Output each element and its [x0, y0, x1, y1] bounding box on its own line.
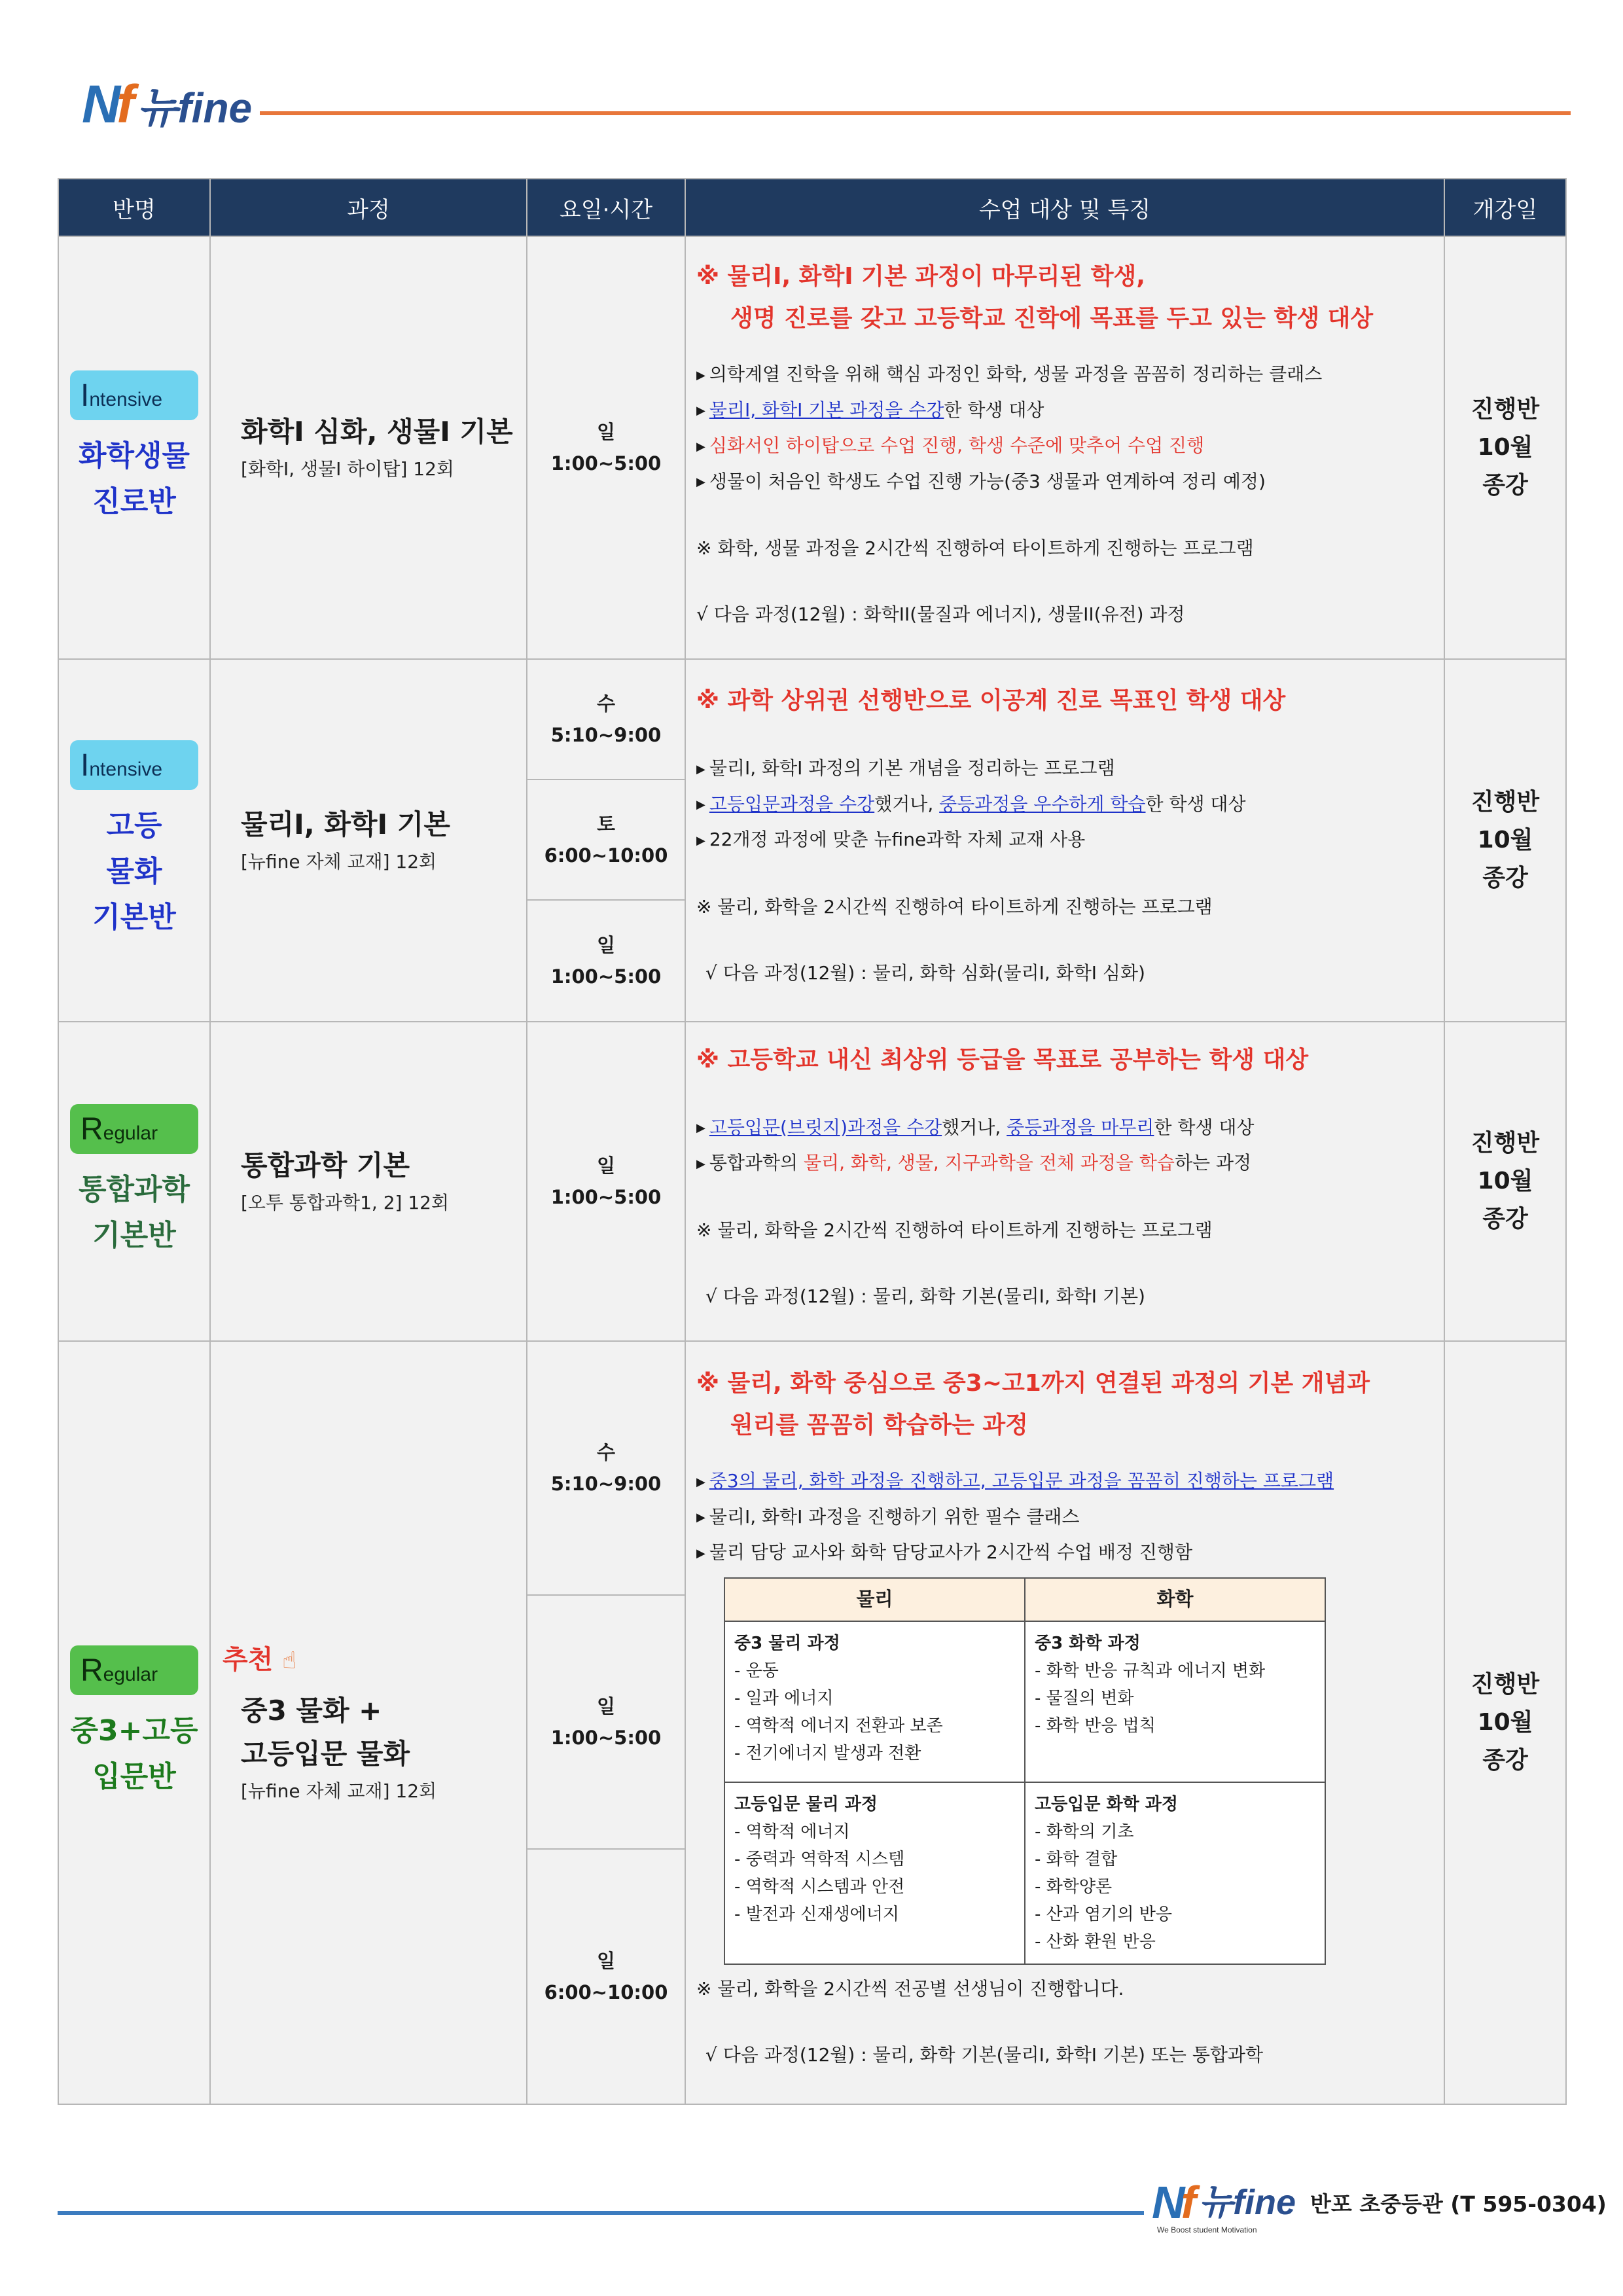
time-label: 1:00~5:00 [550, 965, 662, 988]
highlight-text: ※ 물리I, 화학I 기본 과정이 마무리된 학생, [696, 263, 1145, 290]
day-label: 일 [596, 934, 615, 956]
thumbs-up-icon: ☝ [282, 1647, 297, 1674]
description-cell [685, 1341, 1444, 2104]
class-name-cell [58, 1341, 210, 2104]
bullet-triangle-icon: ▶ [696, 368, 705, 382]
class-name: 물화 [106, 855, 162, 888]
course-cell [210, 1341, 527, 2104]
time-cell [527, 659, 685, 780]
course-cell [210, 236, 527, 659]
feature-item: ▶ 물리I, 화학I 과정의 기본 개념을 정리하는 프로그램 [696, 757, 1115, 780]
description-cell [685, 659, 1444, 1022]
highlight-text: ※ 과학 상위권 선행반으로 이공계 진로 목표인 학생 대상 [696, 687, 1286, 715]
class-name-cell [58, 659, 210, 1022]
program-note: ※ 화학, 생물 과정을 2시간씩 진행하여 타이트하게 진행하는 프로그램 [696, 537, 1254, 559]
class-name: 중3+고등 [70, 1714, 198, 1748]
course-textbook: [오투 통합과학1, 2] 12회 [241, 1192, 450, 1213]
feature-item: ▶ 통합과학의 물리, 화학, 생물, 지구과학을 전체 과정을 학습하는 과정 [696, 1152, 1252, 1174]
next-course: √ 다음 과정(12월) : 물리, 화학 기본(물리I, 화학I 기본) 또는 통합과학 [705, 2043, 1264, 2066]
feature-item: ▶ 고등입문과정을 수강했거나, 중등과정을 우수하게 학습한 학생 대상 [696, 793, 1246, 815]
regular-badge: Regular [70, 1104, 198, 1154]
table-row [58, 1022, 1566, 1341]
highlight-text: ※ 물리, 화학 중심으로 중3~고1까지 연결된 과정의 기본 개념과 [696, 1370, 1370, 1397]
class-name-cell [58, 236, 210, 659]
footer-divider [58, 2211, 1144, 2215]
course-title: 물리I, 화학I 기본 [241, 808, 450, 840]
table-row [58, 236, 1566, 659]
start-date-cell: 진행반 10월 종강 [1444, 659, 1566, 1022]
curriculum-subtable [724, 1577, 1326, 1965]
course-title: 고등입문 물화 [241, 1737, 410, 1770]
bullet-triangle-icon: ▶ [696, 833, 705, 848]
next-course: √ 다음 과정(12월) : 화학II(물질과 에너지), 생물II(유전) 과정 [696, 603, 1185, 625]
time-label: 5:10~9:00 [550, 724, 662, 746]
time-cell [527, 1022, 685, 1341]
feature-item: ▶ 심화서인 하이탑으로 수업 진행, 학생 수준에 맞추어 수업 진행 [696, 435, 1205, 456]
bullet-triangle-icon: ▶ [696, 475, 705, 489]
footer-address: 반포 초중등관 (T 595-0304) [1310, 2191, 1607, 2217]
start-date-cell: 진행반 10월 종강 [1444, 1022, 1566, 1341]
header-divider [260, 111, 1571, 115]
day-label: 일 [596, 1695, 615, 1717]
time-cell [527, 1341, 685, 1595]
course-cell [210, 1022, 527, 1341]
day-label: 수 [596, 692, 615, 715]
page-header [82, 72, 1571, 134]
time-cell [527, 900, 685, 1022]
table-row [58, 659, 1566, 780]
subtable-cell: 중3 화학 과정 - 화학 반응 규칙과 에너지 변화 - 물질의 변화 - 화학 반응 법칙 [1025, 1621, 1325, 1782]
table-row [58, 1341, 1566, 1595]
class-name: 화학생물 [78, 439, 190, 473]
highlight-text: 생명 진로를 갖고 고등학교 진학에 목표를 두고 있는 학생 대상 [730, 305, 1374, 332]
description-cell [685, 236, 1444, 659]
brand-name: 뉴fine [1198, 2183, 1296, 2222]
intensive-badge: Intensive [70, 370, 198, 420]
intensive-badge: Intensive [70, 740, 198, 790]
class-name-cell [58, 1022, 210, 1341]
time-label: 1:00~5:00 [550, 1186, 662, 1208]
class-name: 통합과학 [78, 1173, 190, 1206]
brand-tagline: We Boost student Motivation [1157, 2225, 1257, 2234]
program-note: ※ 물리, 화학을 2시간씩 전공별 선생님이 진행합니다. [696, 1977, 1124, 2000]
day-label: 일 [596, 1155, 615, 1177]
subtable-cell: 중3 물리 과정 - 운동 - 일과 에너지 - 역학적 에너지 전환과 보존 - 전기에너지 발생과 전환 [724, 1621, 1025, 1782]
program-note: ※ 물리, 화학을 2시간씩 진행하여 타이트하게 진행하는 프로그램 [696, 1219, 1213, 1241]
course-textbook: [뉴fine 자체 교재] 12회 [241, 851, 437, 872]
bullet-triangle-icon: ▶ [696, 1475, 705, 1489]
feature-item: ▶ 물리 담당 교사와 화학 담당교사가 2시간씩 수업 배정 진행함 [696, 1541, 1193, 1564]
feature-item: ▶ 의학계열 진학을 위해 핵심 과정인 화학, 생물 과정을 꼼꼼히 정리하는 클래스 [696, 363, 1323, 385]
bullet-triangle-icon: ▶ [696, 439, 705, 454]
course-title: 중3 물화 + [241, 1694, 382, 1727]
class-name: 기본반 [92, 901, 176, 934]
course-textbook: [뉴fine 자체 교재] 12회 [241, 1780, 437, 1802]
subtable-header-chemistry: 화학 [1025, 1578, 1325, 1621]
brand-logo: Nf [1152, 2177, 1192, 2228]
program-note: ※ 물리, 화학을 2시간씩 진행하여 타이트하게 진행하는 프로그램 [696, 895, 1213, 918]
class-name: 고등 [106, 809, 162, 842]
feature-item: ▶ 고등입문(브릿지)과정을 수강했거나, 중등과정을 마무리한 학생 대상 [696, 1116, 1255, 1138]
time-cell [527, 1849, 685, 2104]
next-course: √ 다음 과정(12월) : 물리, 화학 심화(물리I, 화학I 심화) [705, 961, 1145, 984]
time-cell [527, 780, 685, 900]
bullet-triangle-icon: ▶ [696, 762, 705, 776]
table-header-row [58, 179, 1566, 236]
time-label: 6:00~10:00 [544, 844, 668, 867]
header-course: 과정 [210, 179, 527, 236]
subtable-header-physics: 물리 [724, 1578, 1025, 1621]
class-name: 기본반 [92, 1219, 176, 1252]
header-target-features: 수업 대상 및 특징 [685, 179, 1444, 236]
start-date-cell: 진행반 10월 종강 [1444, 1341, 1566, 2104]
header-start-date: 개강일 [1444, 179, 1566, 236]
course-cell [210, 659, 527, 1022]
feature-item: ▶ 물리I, 화학I 과정을 진행하기 위한 필수 클래스 [696, 1505, 1080, 1528]
day-label: 일 [596, 421, 615, 443]
feature-item: ▶ 물리I, 화학I 기본 과정을 수강한 학생 대상 [696, 399, 1044, 421]
bullet-triangle-icon: ▶ [696, 1121, 705, 1135]
time-cell [527, 236, 685, 659]
class-name: 진로반 [92, 485, 176, 518]
time-label: 1:00~5:00 [550, 452, 662, 475]
course-textbook: [화학I, 생물I 하이탑] 12회 [241, 458, 454, 480]
regular-badge: Regular [70, 1645, 198, 1695]
bullet-triangle-icon: ▶ [696, 404, 705, 418]
footer [1152, 2173, 1607, 2232]
day-label: 일 [596, 1950, 615, 1972]
start-date-cell: 진행반 10월 종강 [1444, 236, 1566, 659]
bullet-triangle-icon: ▶ [696, 1511, 705, 1525]
time-label: 1:00~5:00 [550, 1727, 662, 1749]
time-cell [527, 1595, 685, 1849]
course-title: 통합과학 기본 [241, 1149, 410, 1181]
feature-item: ▶ 22개정 과정에 맞춘 뉴fine과학 자체 교재 사용 [696, 829, 1086, 851]
bullet-triangle-icon: ▶ [696, 1546, 705, 1560]
subtable-cell: 고등입문 물리 과정 - 역학적 에너지 - 중력과 역학적 시스템 - 역학적 시스템과 안전 - 발전과 신재생에너지 [724, 1782, 1025, 1964]
subtable-cell: 고등입문 화학 과정 - 화학의 기초 - 화학 결합 - 화학양론 - 산과 염기의 반응 - 산화 환원 반응 [1025, 1782, 1325, 1964]
description-cell [685, 1022, 1444, 1341]
bullet-triangle-icon: ▶ [696, 798, 705, 812]
course-title: 화학I 심화, 생물I 기본 [241, 416, 513, 448]
class-schedule-table [58, 178, 1567, 2105]
highlight-text: ※ 고등학교 내신 최상위 등급을 목표로 공부하는 학생 대상 [696, 1046, 1309, 1073]
feature-item: ▶ 생물이 처음인 학생도 수업 진행 가능(중3 생물과 연계하여 정리 예정) [696, 470, 1266, 492]
day-label: 토 [596, 813, 615, 835]
bullet-triangle-icon: ▶ [696, 1157, 705, 1171]
day-label: 수 [596, 1441, 615, 1463]
time-label: 5:10~9:00 [550, 1473, 662, 1495]
time-label: 6:00~10:00 [544, 1981, 668, 2003]
next-course: √ 다음 과정(12월) : 물리, 화학 기본(물리I, 화학I 기본) [705, 1285, 1145, 1307]
brand-logo: Nf 뉴fine [82, 75, 253, 134]
header-class-name: 반명 [58, 179, 210, 236]
class-name: 입문반 [92, 1760, 176, 1793]
header-day-time: 요일·시간 [527, 179, 685, 236]
feature-item: ▶ 중3의 물리, 화학 과정을 진행하고, 고등입문 과정을 꼼꼼히 진행하는 프로그램 [696, 1470, 1334, 1492]
highlight-text: 원리를 꼼꼼히 학습하는 과정 [730, 1412, 1028, 1439]
brand-name: 뉴fine [137, 84, 253, 132]
recommend-label: 추천 ☝ [223, 1644, 297, 1675]
